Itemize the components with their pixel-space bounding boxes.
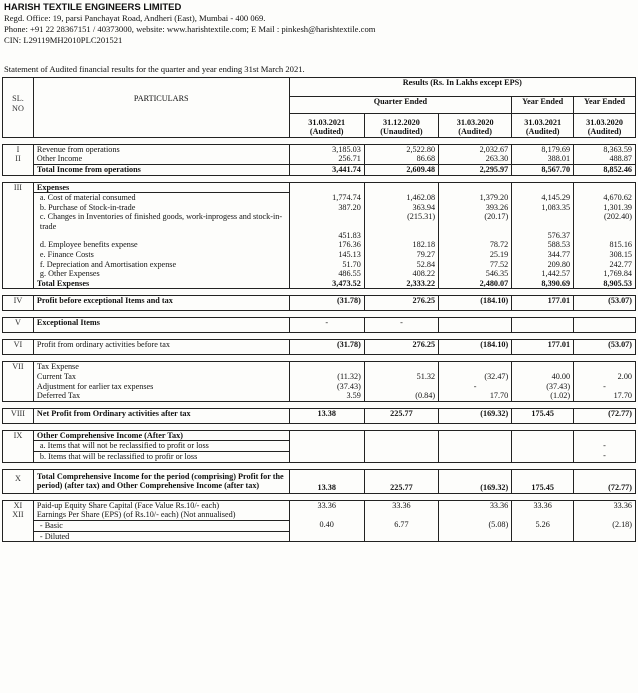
current-tax-row: Current Tax (11.32) 51.32 (32.47) 40.00 2.00	[3, 372, 636, 382]
ordinary-profit-row: VI Profit from ordinary activities before tax (31.78) 276.25 (184.10) 177.01 (53.07)	[3, 340, 636, 355]
date-row	[3, 113, 636, 137]
expenses-title: Expenses	[33, 182, 289, 193]
financial-results-table	[2, 77, 636, 542]
net-profit-row: VIII Net Profit from Ordinary activities after tax 13.38 225.77 (169.32) 175.45 (72.77)	[3, 408, 636, 423]
header-row-1	[3, 78, 636, 97]
exceptional-items-row: V Exceptional Items - -	[3, 318, 636, 333]
company-header	[4, 2, 634, 46]
expenses-title-row: III Expenses	[3, 182, 636, 193]
column-date: 31.12.2020 (Unaudited)	[364, 113, 438, 137]
other-income-label: Other Income	[33, 154, 289, 164]
registered-office: Regd. Office: 19, parsi Panchayat Road, Andheri (East), Mumbai - 400 069.	[4, 13, 266, 23]
particulars-header: PARTICULARS	[33, 78, 289, 114]
column-date: 31.03.2021 (Audited)	[512, 113, 574, 137]
revenue-row: I Revenue from operations 3,185.03 2,522.80 2,032.67 8,179.69 8,363.59	[3, 144, 636, 154]
adjustment-tax-row: Adjustment for earlier tax expenses (37.43) - (37.43) -	[3, 382, 636, 392]
year-ended-header-1: Year Ended	[512, 96, 574, 113]
expense-row-c: c. Changes in Inventories of finished goods, work-inprogess and stock-in-trade 451.83 (215.31) (20.17) 576.37 (202.40)	[3, 212, 636, 240]
expense-row-d: d. Employee benefits expense 176.36 182.18 78.72 588.53 815.16	[3, 240, 636, 250]
other-income-row: II Other Income 256.71 86.68 263.30 388.01 488.87	[3, 154, 636, 164]
results-header: Results (Rs. In Lakhs except EPS)	[289, 78, 635, 97]
oci-row-b: b. Items that will be reclassified to profir or loss -	[3, 451, 636, 462]
statement-title: Statement of Audited financial results for the quarter and year ending 31st March 2021.	[4, 64, 305, 74]
profit-before-exceptional-row: IV Profit before exceptional Items and tax (31.78) 276.25 (184.10) 177.01 (53.07)	[3, 296, 636, 311]
eps-basic-row: - Basic 0.40 6.77 (5.08) 5.26 (2.18)	[3, 520, 636, 531]
company-name: HARISH TEXTILE ENGINEERS LIMITED	[4, 2, 182, 13]
oci-title-row: IX Other Comprehensive Income (After Tax)	[3, 430, 636, 441]
revenue-label: Revenue from operations	[33, 144, 289, 154]
quarter-ended-header: Quarter Ended	[289, 96, 512, 113]
total-income-label: Total Income from operations	[33, 165, 289, 176]
eps-diluted-row: - Diluted	[3, 531, 636, 542]
expense-row-e: e. Finance Costs 145.13 79.27 25.19 344.77 308.15	[3, 250, 636, 260]
deferred-tax-row: Deferred Tax 3.59 (0.84) 17.70 (1.02) 17.70	[3, 391, 636, 401]
sl-no-header: SL. NO	[3, 78, 34, 114]
column-date: 31.03.2020 (Audited)	[574, 113, 636, 137]
contact-line: Phone: +91 22 28367151 / 40373000, website: www.harishtextile.com; E Mail : pinkesh@harishtextile.com	[4, 24, 376, 34]
eps-title-row: XII Earnings Per Share (EPS) (of Rs.10/- each) (Not annualised)	[3, 510, 636, 520]
total-expenses-row: Total Expenses 3,473.52 2,333.22 2,480.07 8,390.69 8,905.53	[3, 279, 636, 289]
total-expenses-label: Total Expenses	[33, 279, 289, 289]
total-income-row: Total Income from operations 3,441.74 2,609.48 2,295.97 8,567.70 8,852.46	[3, 165, 636, 176]
year-ended-header-2: Year Ended	[574, 96, 636, 113]
expense-row-b: b. Purchase of Stock-in-trade 387.20 363.94 393.26 1,083.35 1,301.39	[3, 203, 636, 213]
column-date: 31.03.2021 (Audited)	[289, 113, 364, 137]
expense-row-g: g. Other Expenses 486.55 408.22 546.35 1,442.57 1,769.84	[3, 269, 636, 279]
cin-number: CIN: L29119MH2010PLC201521	[4, 35, 123, 45]
total-comprehensive-income-row: X Total Comprehensive Income for the period (comprising) Profit for the period) (after tax) and Other Comprehensive Income (after tax) 13.38 225.77 (169.32) 175.45 (72.77)	[3, 469, 636, 493]
expense-row-a: a. Cost of material consumed 1,774.74 1,462.08 1,379.20 4,145.29 4,670.62	[3, 193, 636, 203]
column-date: 31.03.2020 (Audited)	[439, 113, 512, 137]
expense-row-f: f. Depreciation and Amortisation expense 51.70 52.84 77.52 209.80 242.77	[3, 260, 636, 270]
tax-title-row: VII Tax Expense	[3, 362, 636, 372]
equity-capital-row: XI Paid-up Equity Share Capital (Face Value Rs.10/- each) 33.36 33.36 33.36 33.36 33.36	[3, 500, 636, 510]
oci-row-a: a. Items that will not be reclassified to profit or loss -	[3, 441, 636, 452]
